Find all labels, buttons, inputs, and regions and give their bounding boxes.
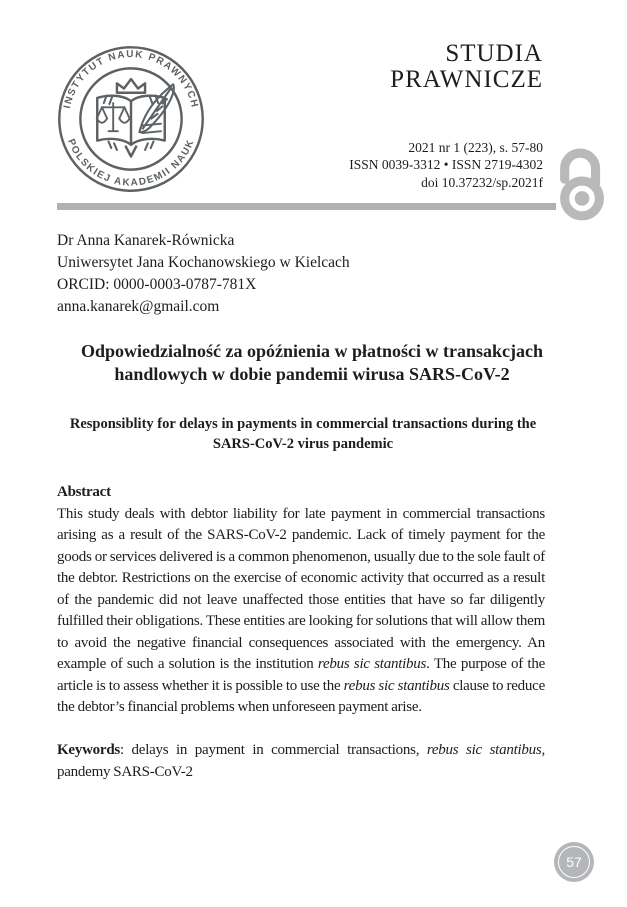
scales-icon [97, 103, 130, 131]
article-title-polish: Odpowiedzialność za opóźnienia w płatności w transakcjach handlowych w dobie pandemii wirusa SARS-CoV-2 [80, 341, 544, 384]
seal-text-top: INSTYTUT NAUK PRAWNYCH [62, 49, 200, 110]
open-book-icon [97, 96, 165, 157]
open-access-icon [556, 143, 610, 223]
author-affiliation: Uniwersytet Jana Kochanowskiego w Kielcach [57, 254, 350, 271]
author-email: anna.kanarek@gmail.com [57, 298, 220, 315]
abstract-text: This study deals with debtor liability for late payment in commercial transactions arising as a result of the SARS-CoV-2 pandemic. Lack of timely payment for the goods or services delivered is a common phenomenon, usually due to the sole fault of the debtor. Restrictions on the exercise of economic activity that occurred as a result of the pandemic did not leave unaffected those entities that have so far diligently fulfilled their obligations. These entities are looking for solutions that will allow them to avoid the negative financial consequences associated with the emergency. An example of such a solution is the institution rebus sic stantibus. The purpose of the article is to assess whether it is possible to use the rebus sic stantibus clause to reduce the debtor’s financial problems when unforeseen payment arise. [57, 505, 545, 715]
institute-seal-logo [56, 44, 206, 194]
publication-info [349, 139, 543, 191]
author-name: Dr Anna Kanarek-Równicka [57, 232, 235, 249]
page-number-badge [554, 842, 594, 882]
journal-title-line2: PRAWNICZE [390, 66, 543, 93]
author-orcid: ORCID: 0000-0003-0787-781X [57, 276, 257, 293]
header-divider [57, 203, 556, 210]
keywords-line [57, 740, 545, 783]
issn-line: ISSN 0039-3312 • ISSN 2719-4302 [349, 157, 543, 173]
journal-title-line1: STUDIA [445, 40, 543, 67]
journal-title [390, 41, 543, 93]
issue-line: 2021 nr 1 (223), s. 57-80 [408, 140, 543, 155]
page-number: 57 [566, 854, 582, 870]
doi-line: doi 10.37232/sp.2021f [421, 174, 543, 190]
keywords-label: Keywords [57, 742, 120, 758]
crown-icon [117, 79, 145, 93]
author-block [57, 230, 350, 318]
keywords-text: : delays in payment in commercial transactions, rebus sic stantibus, pandemy SARS-CoV-2 [57, 742, 545, 780]
open-access-svg [556, 143, 610, 223]
institute-seal-svg [56, 44, 206, 194]
abstract-section [57, 482, 545, 783]
abstract-heading: Abstract [57, 484, 111, 500]
article-title-english: Responsiblity for delays in payments in commercial transactions during the SARS-CoV-2 virus pandemic [69, 416, 537, 452]
seal-text-bottom: POLSKIEJ AKADEMII NAUK [65, 137, 197, 189]
